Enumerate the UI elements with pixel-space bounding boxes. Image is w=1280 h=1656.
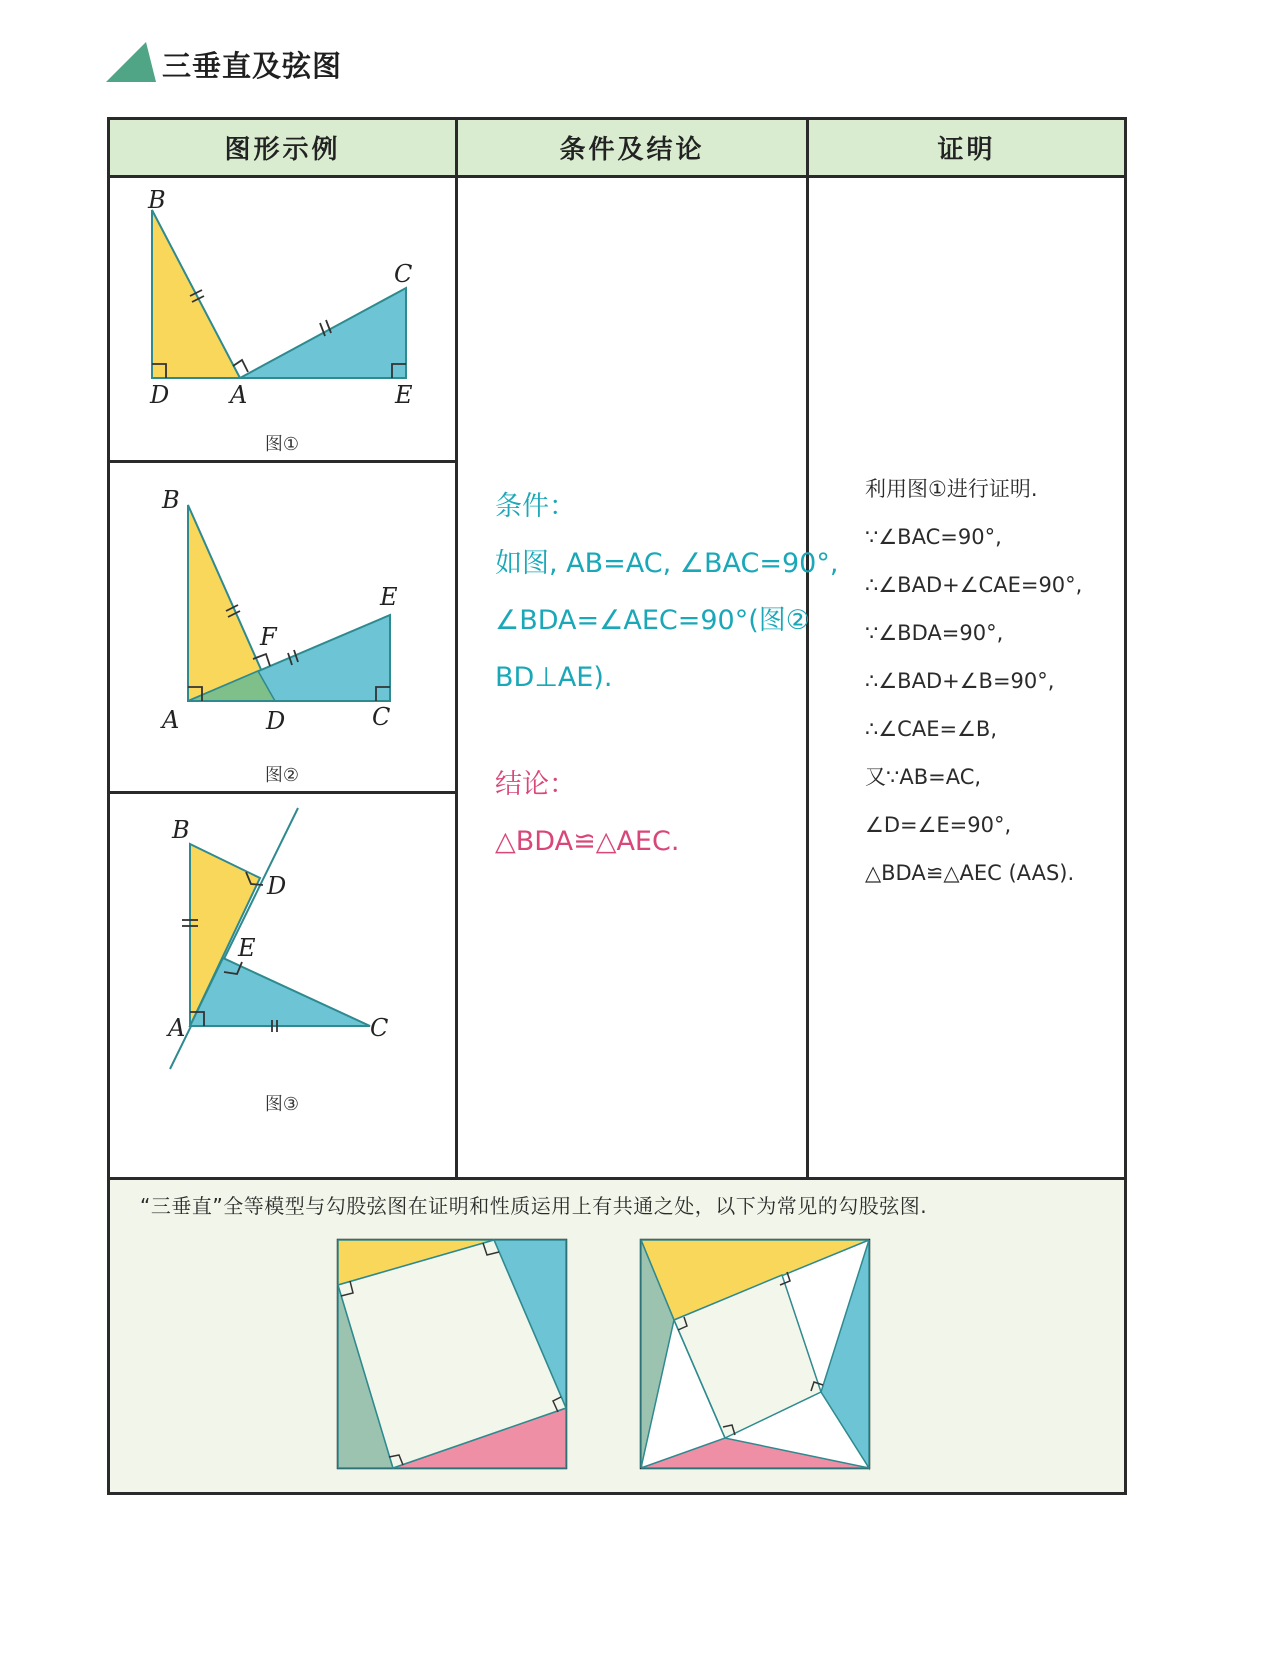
label-B: B	[172, 816, 190, 844]
proof-line: 又∵AB=AC,	[865, 765, 982, 789]
proof-line: ∵∠BAC=90°,	[865, 525, 1002, 549]
proof-line: 利用图①进行证明.	[865, 477, 1038, 501]
label-B: B	[148, 186, 166, 214]
label-C: C	[370, 1014, 389, 1042]
proof-block	[865, 465, 1125, 897]
label-D: D	[266, 707, 286, 735]
label-C: C	[372, 703, 391, 731]
bottom-note: “三垂直”全等模型与勾股弦图在证明和性质运用上有共通之处，以下为常见的勾股弦图.	[140, 1194, 928, 1218]
label-F: F	[260, 623, 277, 651]
proof-line: ∴∠BAD+∠CAE=90°,	[865, 573, 1083, 597]
condition-line: ∠BDA=∠AEC=90°(图②	[495, 605, 810, 636]
proof-line: △BDA≌△AEC (AAS).	[865, 861, 1075, 885]
title-triangle-icon	[106, 38, 158, 84]
conclusion-text: △BDA≌△AEC.	[495, 826, 680, 857]
pythagorean-diagrams	[110, 1180, 1124, 1492]
label-E: E	[238, 934, 256, 962]
pythagoras-diagram-1	[338, 1240, 566, 1468]
label-B: B	[162, 486, 180, 514]
figure-2	[110, 463, 455, 791]
label-D: D	[267, 872, 287, 900]
condition-line: 如图, AB=AC, ∠BAC=90°,	[495, 548, 839, 579]
proof-line: ∴∠CAE=∠B,	[865, 717, 997, 741]
proof-line: ∠D=∠E=90°,	[865, 813, 1012, 837]
label-A: A	[162, 706, 180, 734]
title-text: 三垂直及弦图	[162, 49, 343, 83]
condition-title: 条件：	[495, 491, 576, 522]
column-divider	[455, 120, 458, 1180]
label-A: A	[168, 1014, 186, 1042]
conclusion-title: 结论：	[495, 769, 576, 800]
header-conditions: 条件及结论	[458, 120, 806, 178]
condition-line: BD⊥AE).	[495, 662, 613, 693]
label-C: C	[394, 260, 413, 288]
proof-line: ∴∠BAD+∠B=90°,	[865, 669, 1055, 693]
figure-3	[110, 794, 455, 1177]
pythagorean-section	[110, 1180, 1124, 1492]
figure-caption: 图②	[264, 765, 300, 786]
conditions-block	[495, 478, 840, 870]
label-E: E	[380, 583, 398, 611]
figure-caption: 图①	[264, 434, 300, 455]
label-D: D	[150, 381, 170, 409]
header-figure: 图形示例	[110, 120, 455, 178]
figure-1	[110, 178, 455, 460]
proof-line: ∵∠BDA=90°,	[865, 621, 1004, 645]
label-A: A	[230, 381, 248, 409]
pythagoras-diagram-2	[641, 1240, 869, 1468]
label-E: E	[395, 381, 413, 409]
figure-caption: 图③	[264, 1094, 300, 1115]
header-proof: 证明	[809, 120, 1124, 178]
